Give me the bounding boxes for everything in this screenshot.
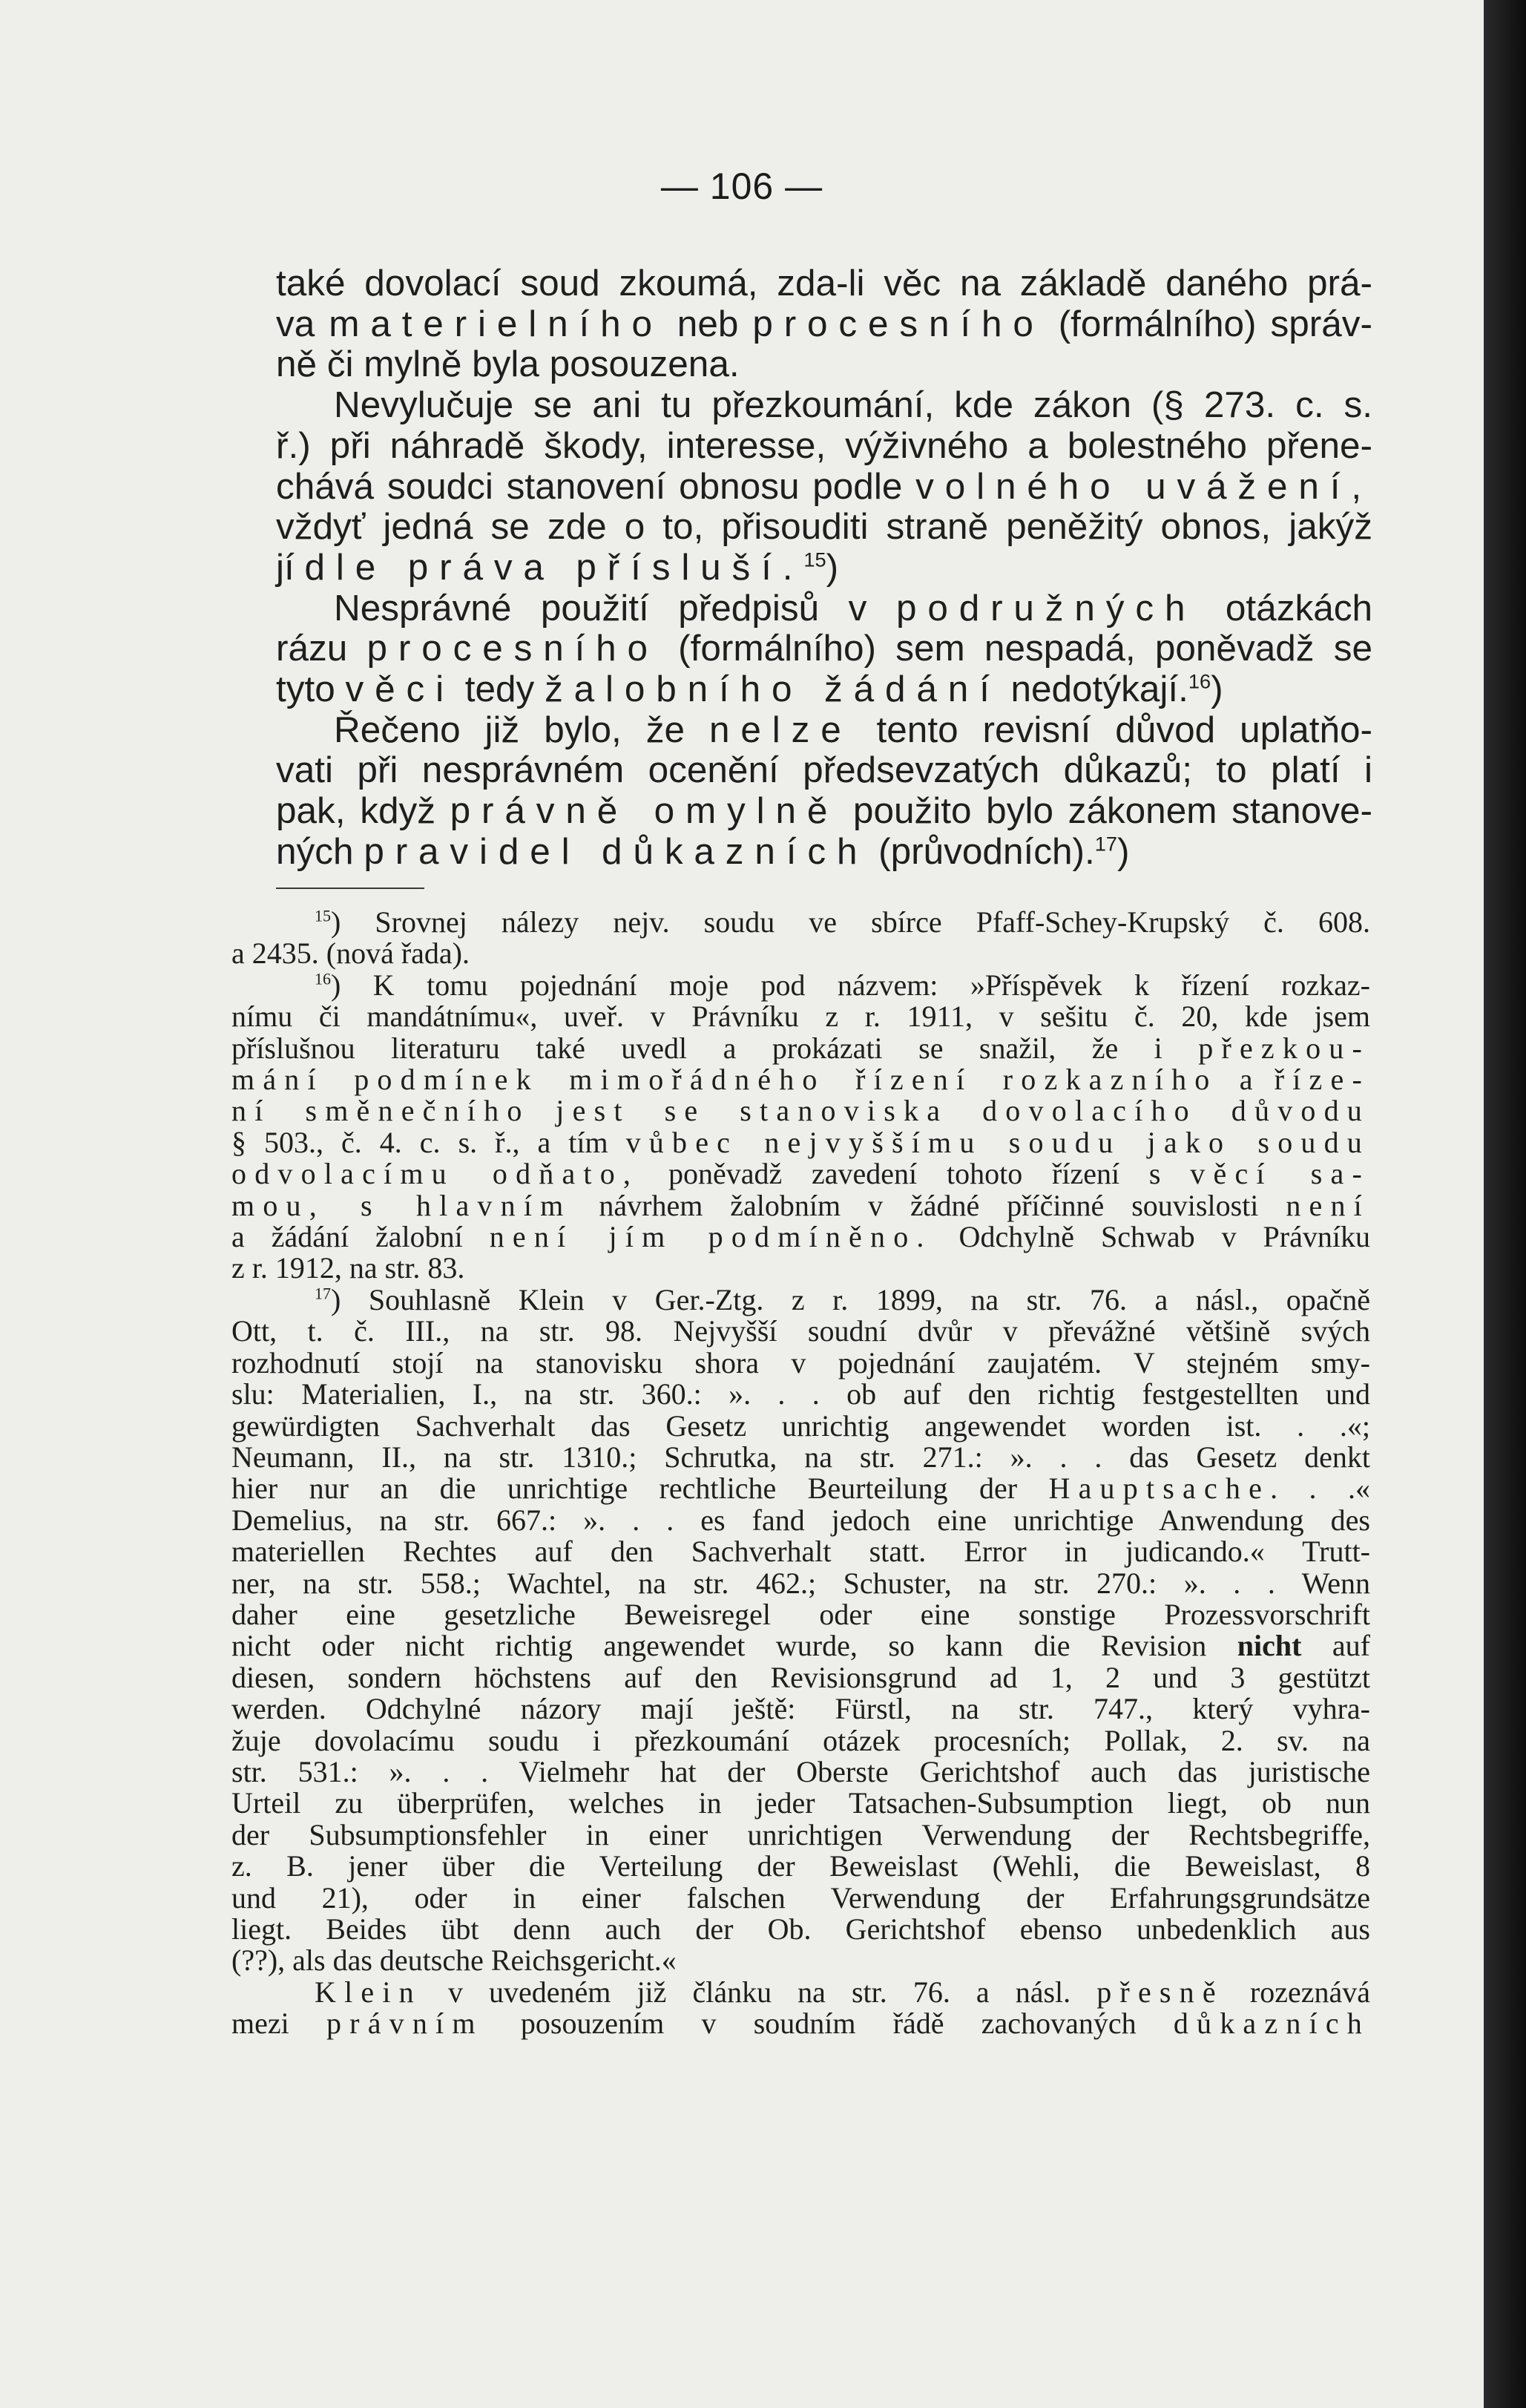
page-number: — 106 — bbox=[660, 165, 823, 207]
spaced-emphasis: ní směnečního bbox=[231, 1094, 530, 1128]
spaced-emphasis: právním bbox=[326, 2007, 484, 2041]
footnote-line: $^{15}$) Srovnej nálezy nejv. soudu ve sbírce Pfaff-Schey-Krupský č. 608. bbox=[315, 905, 1370, 939]
footnote-line: mou, s hlavním návrhem žalobním v žádné příčinné souvislosti není bbox=[231, 1188, 1370, 1222]
text-line: Nesprávné použití předpisů v podružných otázkách bbox=[334, 587, 1372, 629]
footnotes bbox=[231, 907, 1370, 2040]
spaced-emphasis: Hauptsache bbox=[1048, 1472, 1271, 1506]
footnote-mark: 15 bbox=[315, 906, 331, 925]
text-line: také dovolací soud zkoumá, zda-li věc na základě daného prá- bbox=[276, 263, 1372, 304]
spaced-emphasis: není jím podmíněno. bbox=[489, 1220, 933, 1254]
text-line: Nevylučuje se ani tu přezkoumání, kde zákon (§ 273. c. s. bbox=[334, 384, 1372, 426]
footnote-line: werden. Odchylné názory mají ještě: Fürstl, na str. 747., který vyhra- bbox=[231, 1692, 1370, 1726]
spaced-emphasis: věcí sa- bbox=[1190, 1157, 1370, 1191]
text-line: jí dle práva přísluší.$^{15}$) bbox=[276, 546, 839, 588]
spaced-emphasis: není bbox=[1286, 1188, 1370, 1222]
spaced-emphasis: volného uvážení, bbox=[915, 465, 1372, 507]
footnote-ref: 15 bbox=[803, 548, 826, 571]
text-line: ně či mylně byla posouzena. bbox=[276, 344, 740, 385]
spaced-emphasis: přezkou- bbox=[1198, 1031, 1370, 1065]
spaced-emphasis: odvolacímu odňato, bbox=[231, 1157, 639, 1191]
footnote-line: nímu či mandátnímu«, uveř. v Právníku z r. 1911, v sešitu č. 20, kde jsem bbox=[231, 1000, 1370, 1034]
spaced-emphasis: procesního bbox=[366, 628, 659, 669]
spaced-emphasis: Klein bbox=[315, 1975, 422, 2009]
footnote-line: und 21), oder in einer falschen Verwendung der Erfahrungsgrundsätze bbox=[231, 1880, 1370, 1915]
bold-emphasis: nicht bbox=[1237, 1629, 1302, 1663]
main-text bbox=[276, 263, 1372, 873]
spaced-emphasis: žalobního žádání bbox=[545, 669, 1001, 710]
footnote-divider bbox=[276, 888, 424, 889]
footnote-line: Demelius, na str. 667.: ». . . es fand jedoch eine unrichtige Anwendung des bbox=[231, 1503, 1370, 1537]
footnote-line: příslušnou literaturu také uvedl a prokázati se snažil, že i přezkou- bbox=[231, 1031, 1370, 1065]
footnote-line: mání podmínek mimořádného řízení rozkazního a říze- bbox=[231, 1063, 1370, 1097]
footnote-line: str. 531.: ». . . Vielmehr hat der Oberste Gerichtshof auch das juristische bbox=[231, 1754, 1370, 1788]
footnote-line: odvolacímu odňato, poněvadž zavedení tohoto řízení s věcí sa- bbox=[231, 1157, 1370, 1191]
footnote-line: žuje dovolacímu soudu i přezkoumání otázek procesních; Pollak, 2. sv. na bbox=[231, 1723, 1370, 1757]
spaced-emphasis: vůbec nejvyššímu soudu jako soudu bbox=[625, 1125, 1370, 1159]
spaced-emphasis: mou, s hlavním bbox=[231, 1188, 572, 1222]
footnote-line: slu: Materialien, I., na str. 360.: ». . . ob auf den richtig festgestellten und bbox=[231, 1377, 1370, 1411]
text-line: tyto věci tedy žalobního žádání nedotýkají.$^{16}$) bbox=[276, 669, 1223, 710]
text-line: rázu procesního (formálního) sem nespadá, poněvadž se bbox=[276, 628, 1373, 669]
footnote-line: a žádání žalobní není jím podmíněno. Odchylně Schwab v Právníku bbox=[231, 1220, 1370, 1254]
spaced-emphasis: mání podmínek mimořádného řízení rozkazního bbox=[231, 1063, 1218, 1097]
footnote-line: § 503., č. 4. c. s. ř., a tím vůbec nejvyššímu soudu jako soudu bbox=[231, 1125, 1370, 1159]
footnote-line: z. B. jener über die Verteilung der Beweislast (Wehli, die Beweislast, 8 bbox=[231, 1849, 1370, 1883]
text-line: pak, když právně omylně použito bylo zákonem stanove- bbox=[276, 790, 1372, 832]
text-line: va materielního neb procesního (formálního) správ- bbox=[276, 303, 1372, 344]
footnote-line: $^{16}$) K tomu pojednání moje pod názvem: »Příspěvek k řízení rozkaz- bbox=[315, 968, 1370, 1002]
footnote-line: ner, na str. 558.; Wachtel, na str. 462.; Schuster, na str. 270.: ». . . Wenn bbox=[231, 1566, 1370, 1600]
spaced-emphasis: důkazních bbox=[1173, 2007, 1370, 2041]
footnote-line: z r. 1912, na str. 83. bbox=[231, 1251, 465, 1285]
text-line: chává soudci stanovení obnosu podle volného uvážení, bbox=[276, 465, 1372, 507]
scan-edge-shadow bbox=[1484, 0, 1526, 2408]
text-line: vati při nesprávném ocenění předsevzatých důkazů; to platí i bbox=[276, 749, 1372, 791]
footnote-line: Ott, t. č. III., na str. 98. Nejvyšší soudní dvůr v převážné většině svých bbox=[231, 1314, 1370, 1348]
spaced-emphasis: pravidel důkazních bbox=[364, 830, 869, 872]
footnote-line: Klein v uvedeném již článku na str. 76. a násl. přesně rozeznává bbox=[315, 1975, 1370, 2009]
footnote-line: (??), als das deutsche Reichsgericht.« bbox=[231, 1943, 677, 1978]
footnote-line: nicht oder nicht richtig angewendet wurde, so kann die Revision nicht auf bbox=[231, 1629, 1371, 1663]
footnote-line: $^{17}$) Souhlasně Klein v Ger.-Ztg. z r. 1899, na str. 76. a násl., opačně bbox=[315, 1282, 1370, 1316]
footnote-line: materiellen Rechtes auf den Sachverhalt statt. Error in judicando.« Trutt- bbox=[231, 1535, 1370, 1569]
spaced-emphasis: říze- bbox=[1274, 1063, 1370, 1097]
spaced-emphasis: procesního bbox=[752, 303, 1045, 344]
text-line: vždyť jedná se zde o to, přisouditi straně peněžitý obnos, jakýž bbox=[276, 506, 1372, 548]
footnote-mark: 16 bbox=[315, 969, 331, 988]
footnote-ref: 16 bbox=[1188, 669, 1211, 693]
footnote-line: rozhodnutí stojí na stanovisku shora v pojednání zaujatém. V stejném smy- bbox=[231, 1345, 1370, 1379]
spaced-emphasis: dle práva přísluší. bbox=[304, 546, 804, 588]
spaced-emphasis: materielního bbox=[329, 303, 663, 344]
text-line: ř.) při náhradě škody, interesse, výživného a bolestného přene- bbox=[276, 424, 1372, 466]
text-line: Řečeno již bylo, že nelze tento revisní důvod uplatňo- bbox=[334, 709, 1372, 750]
footnote-line: der Subsumptionsfehler in einer unrichtigen Verwendung der Rechtsbegriffe, bbox=[231, 1817, 1370, 1851]
footnote-line: diesen, sondern höchstens auf den Revisionsgrund ad 1, 2 und 3 gestützt bbox=[231, 1660, 1370, 1694]
footnote-line: liegt. Beides übt denn auch der Ob. Gerichtshof ebenso unbedenklich aus bbox=[231, 1912, 1370, 1946]
footnote-line: daher eine gesetzliche Beweisregel oder eine sonstige Prozessvorschrift bbox=[231, 1597, 1370, 1631]
spaced-emphasis: jest se stanoviska dovolacího důvodu bbox=[556, 1094, 1370, 1128]
footnote-line: Neumann, II., na str. 1310.; Schrutka, na str. 271.: ». . . das Gesetz denkt bbox=[231, 1440, 1370, 1474]
footnote-ref: 17 bbox=[1094, 832, 1118, 856]
footnote-line: a 2435. (nová řada). bbox=[231, 936, 470, 971]
spaced-emphasis: nelze bbox=[708, 709, 852, 750]
footnote-line: gewürdigten Sachverhalt das Gesetz unrichtig angewendet worden ist. . .«; bbox=[231, 1408, 1370, 1443]
footnote-line: mezi právním posouzením v soudním řádě zachovaných důkazních bbox=[231, 2007, 1370, 2041]
spaced-emphasis: přesně bbox=[1096, 1975, 1224, 2009]
text-line: ných pravidel důkazních (průvodních).$^{17}$) bbox=[276, 830, 1130, 872]
spaced-emphasis: právně omylně bbox=[450, 790, 839, 832]
footnote-line: Urteil zu überprüfen, welches in jeder Tatsachen-Subsumption liegt, ob nun bbox=[231, 1786, 1370, 1820]
spaced-emphasis: věci bbox=[345, 669, 455, 710]
spaced-emphasis: podružných bbox=[895, 587, 1197, 629]
footnote-line bbox=[231, 1095, 1370, 1126]
footnote-line: hier nur an die unrichtige rechtliche Beurteilung der Hauptsache. . .« bbox=[231, 1472, 1370, 1506]
footnote-mark: 17 bbox=[315, 1284, 331, 1303]
